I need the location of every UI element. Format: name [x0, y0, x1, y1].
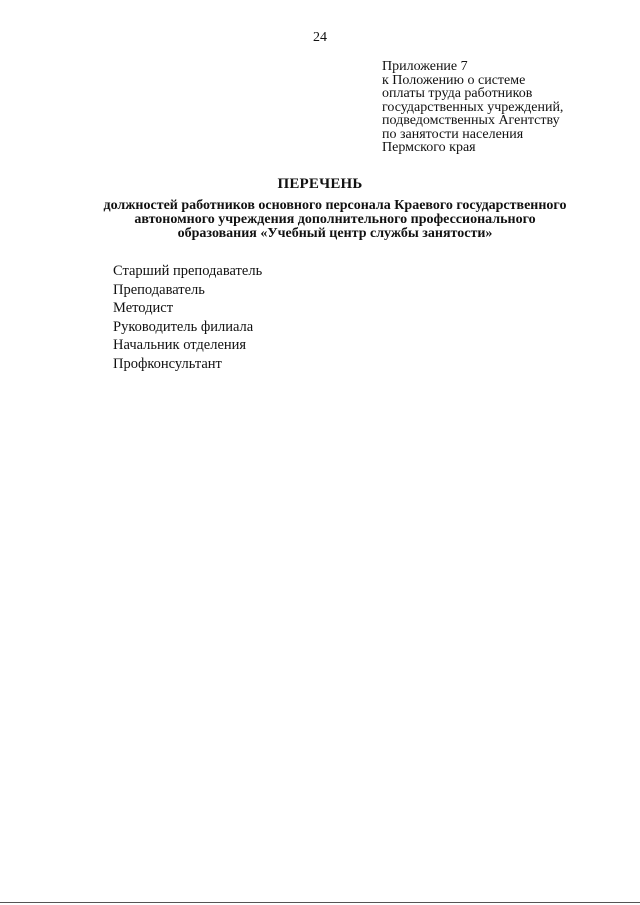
position-item: Начальник отделения	[113, 337, 247, 353]
appendix-line: к Положению о системе	[382, 72, 526, 88]
document-subtitle	[60, 199, 610, 241]
page-number: 24	[313, 30, 327, 45]
document-title: ПЕРЕЧЕНЬ	[277, 176, 363, 192]
appendix-line: подведомственных Агентству	[382, 113, 560, 128]
subtitle-line: образования «Учебный центр службы занятости»	[177, 226, 493, 241]
appendix-line: по занятости населения	[382, 126, 524, 142]
bottom-edge-line	[0, 902, 640, 903]
appendix-note	[382, 60, 632, 155]
subtitle-line: автономного учреждения дополнительного профессионального	[134, 212, 536, 227]
position-item: Профконсультант	[113, 355, 222, 372]
position-item: Руководитель филиала	[113, 318, 254, 335]
appendix-line: оплаты труда работников	[382, 86, 533, 101]
position-item: Методист	[113, 300, 174, 316]
position-item: Старший преподаватель	[113, 263, 263, 279]
appendix-line: государственных учреждений,	[382, 99, 564, 115]
position-item: Преподаватель	[113, 281, 205, 298]
appendix-line: Приложение 7	[382, 59, 468, 74]
appendix-line: Пермского края	[382, 140, 476, 155]
subtitle-line: должностей работников основного персонала Краевого государственного	[103, 198, 567, 213]
positions-list	[113, 262, 262, 373]
